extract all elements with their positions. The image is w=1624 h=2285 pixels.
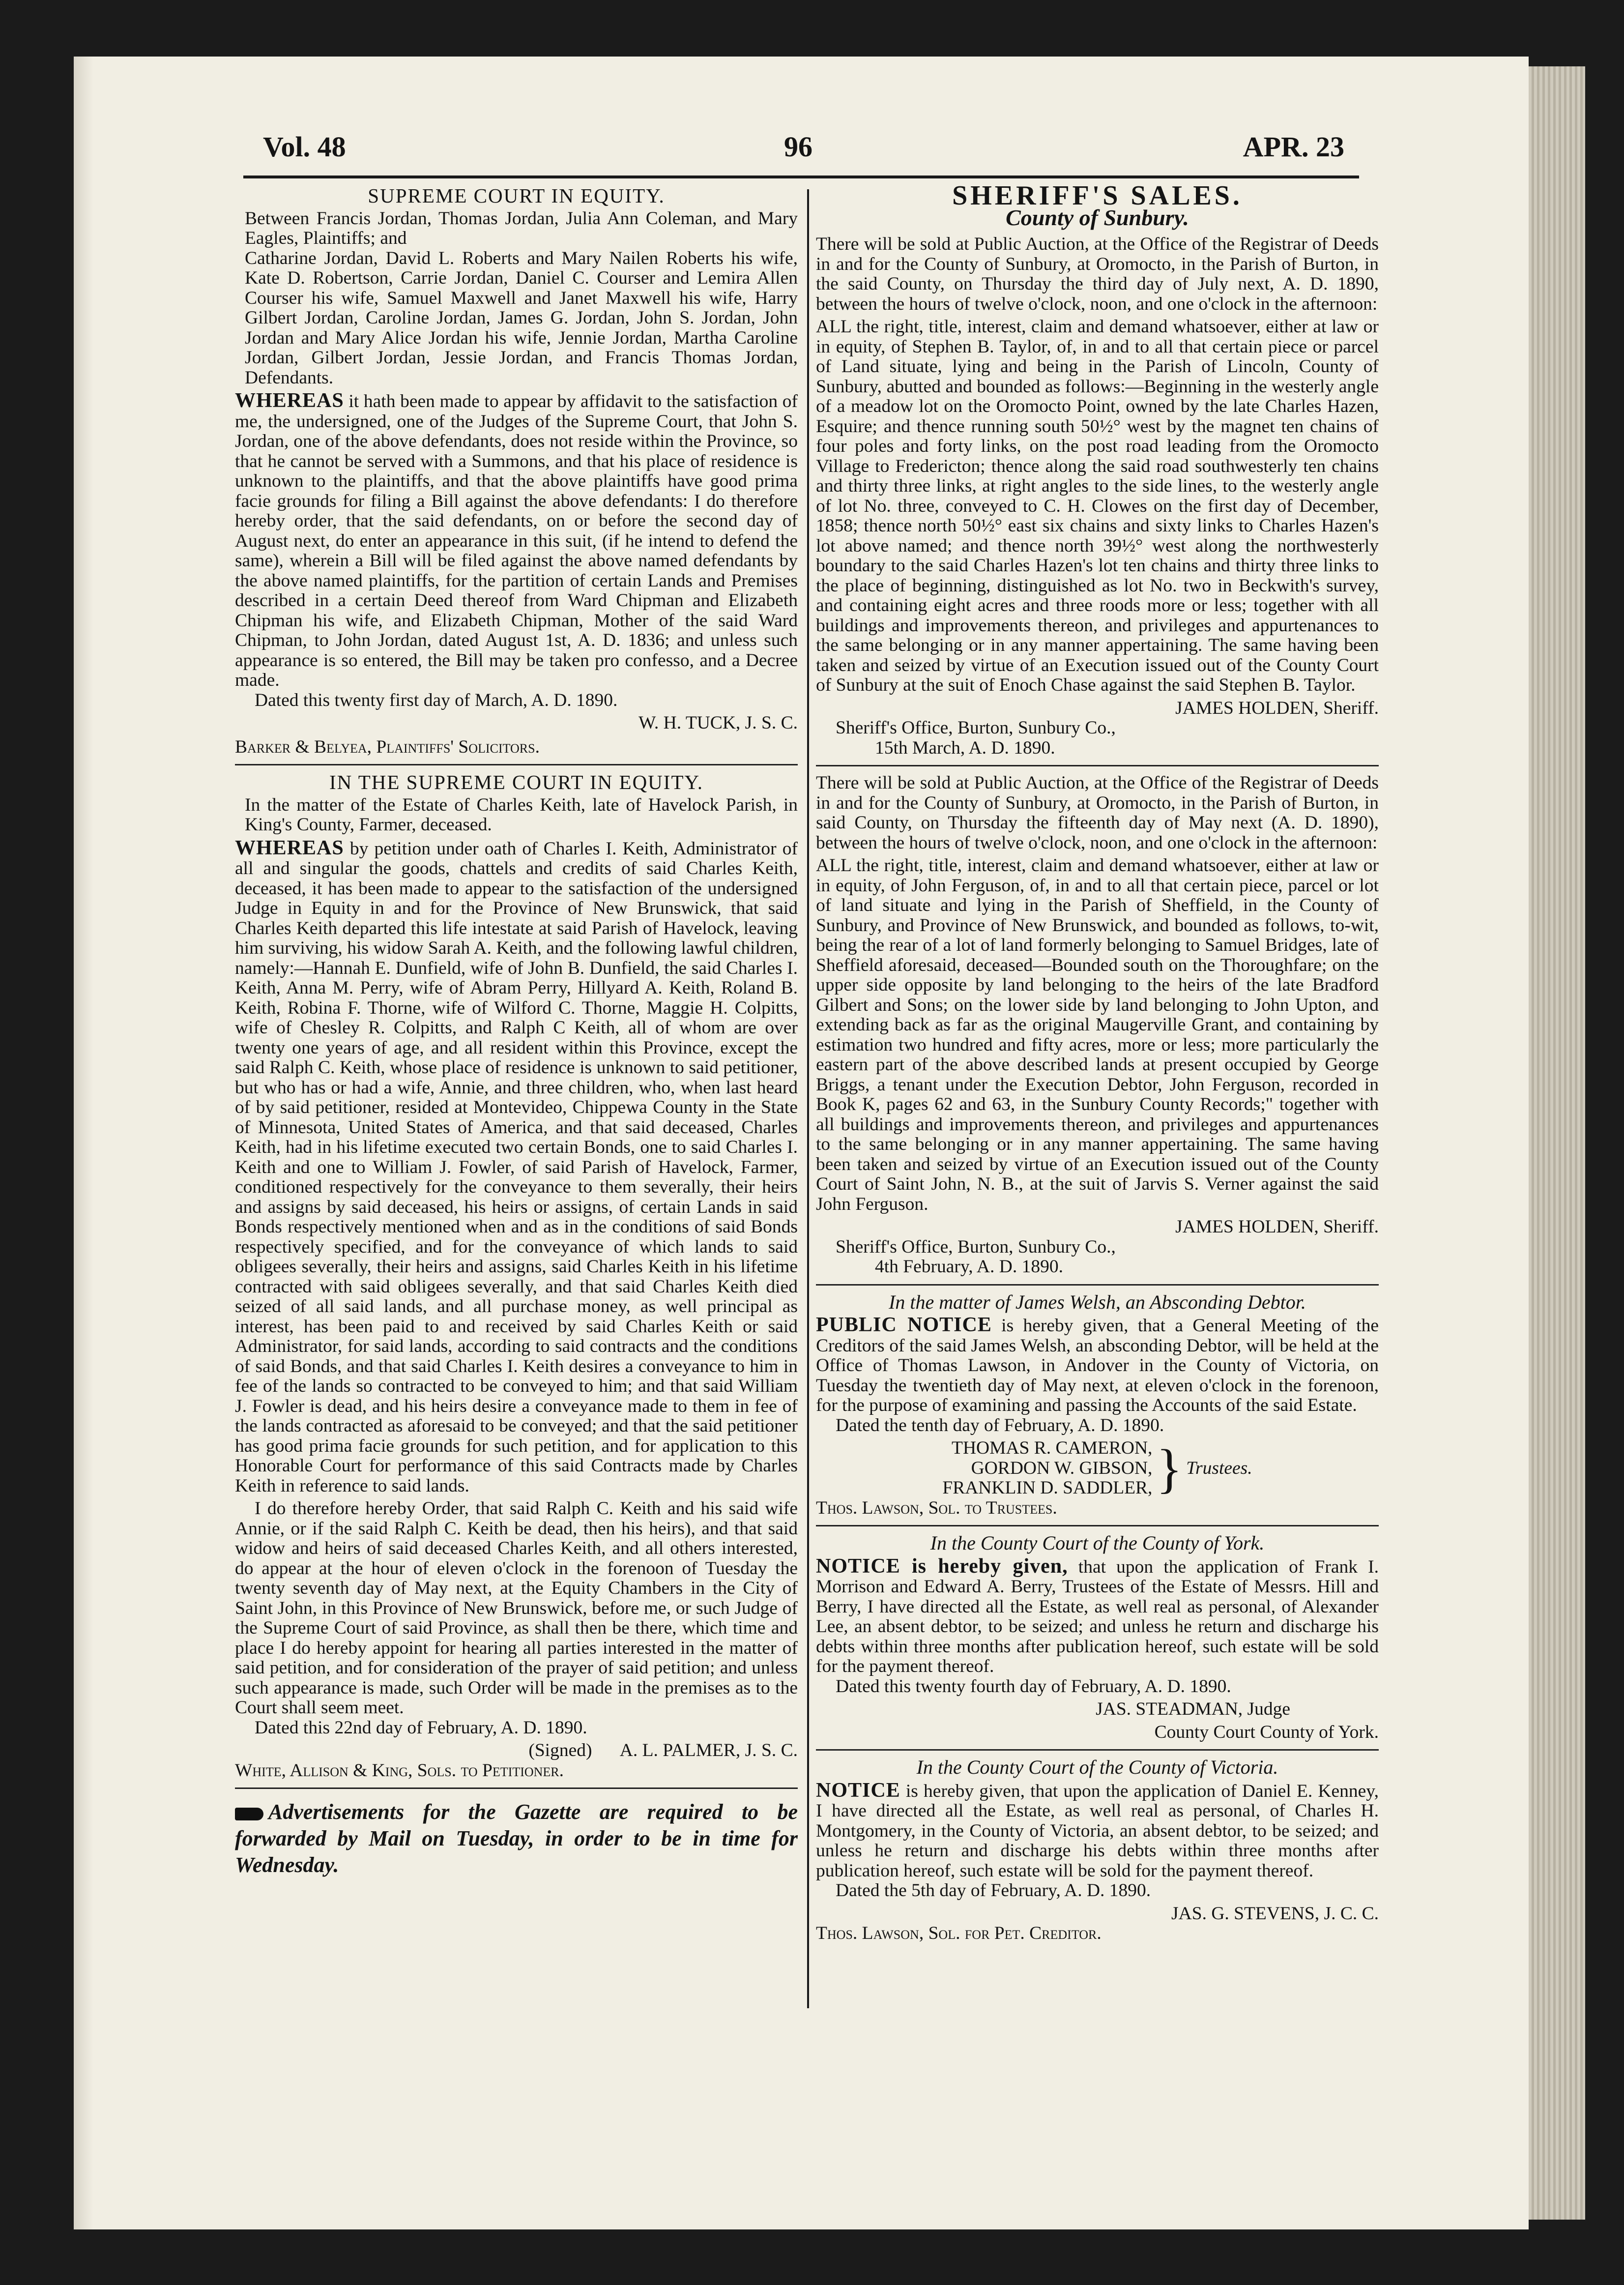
left-column — [235, 186, 798, 1878]
sheriffs-sales-title: SHERIFF'S SALES. — [952, 180, 1243, 211]
victoria-notice — [816, 1758, 1379, 1944]
judge-title: County Court County of York. — [1154, 1722, 1379, 1742]
order-paragraph — [235, 391, 798, 691]
sale-body: ALL the right, title, interest, claim and demand whatsoever, either at law or in equity, of Stephen B. Taylor, of, in and to all that certain piece or parcel of Land situate, lying and being in the Parish of Lincoln, County of Sunbury, abutted and bounded as follows:—Beginning in the westerly angle of a meadow lot on the Oromocto Point, owned by the late Charles Hazen, Esquire; and thence running south 50½° west by the magnet ten chains of four poles and forty links, on the post road leading from the Oromocto Village to Fredericton; thence along the said road southwesterly ten chains and thirty three links, at right angles to the side lines, to the westerly angle of lot No. three, conveyed to C. H. Clowes on the first day of December, 1858; thence north 50½° east six chains and sixty links to Charles Hazen's lot above named; and thence north 39½° west along the northwesterly boundary to the said Charles Hazen's lot ten chains and thirty three links to the place of beginning, distinguished as lot No. two in Beckwith's survey, and containing eight acres and three roods more or less; together with all buildings and improvements thereon, and privileges and appurtenances to the same belonging or in any manner appertaining. The same having been taken and seized by virtue of an Execution issued out of the County Court of Sunbury at the suit of Enoch Chase against the said Stephen B. Taylor. — [816, 317, 1379, 695]
signed-label: (Signed) — [528, 1740, 592, 1760]
page-number: 96 — [784, 131, 812, 163]
dated-line: Dated the tenth day of February, A. D. 1890. — [836, 1415, 1164, 1435]
advertisement-text: Advertisements for the Gazette are required to be forwarded by Mail on Tuesday, in order to be in time for Wednesday. — [235, 1800, 798, 1877]
trustees-label: Trustees. — [1186, 1458, 1252, 1478]
judge-signature: A. L. PALMER, J. S. C. — [619, 1740, 798, 1760]
solicitor-line: Thos. Lawson, Sol. for Pet. Creditor. — [816, 1923, 1102, 1943]
sheriff-signature: JAMES HOLDEN, Sheriff. — [1175, 1217, 1379, 1237]
court-heading: In the County Court of the County of Victoria. — [916, 1756, 1278, 1778]
sale-intro: There will be sold at Public Auction, at the Office of the Registrar of Deeds in and for the County of Sunbury, at Oromocto, in the Parish of Burton, in the said County, on Thursday the third day of July next, A. D. 1890, between the hours of twelve o'clock, noon, and one o'clock in the afternoon: — [816, 234, 1379, 314]
petition-text: by petition under oath of Charles I. Keith, Administrator of all and singular the goods, chattels and credits of said Charles Keith, deceased, it has been made to appear to the satisfaction of the undersigned Judge in Equity in and for the Province of New Brunswick, that said Charles Keith departed this life intestate at said Parish of Havelock, leaving him surviving, his widow Sarah A. Keith, and the following lawful children, namely:—Hannah E. Dunfield, wife of John B. Dunfield, the said Charles I. Keith, Anna M. Perry, wife of Abram Perry, Hillyard A. Keith, Roland B. Keith, Robina F. Thorne, wife of Wilford C. Thorne, Maggie H. Colpitts, wife of Chesley R. Colpitts, and Ralph C Keith, all of whom are over twenty one years of age, and all resident within this Province, except the said Ralph C. Keith, whose place of residence is unknown to said petitioner, but who has or had a wife, Annie, and three children, who, when last heard of by said petitioner, resided at Montevideo, Chippewa County in the State of Minnesota, United States of America, and that said deceased, Charles Keith, had in his lifetime executed two certain Bonds, one to said Charles I. Keith and one to William J. Fowler, of said Parish of Havelock, Farmer, conditioned respectively for the conveyance to them severally, their heirs and assigns by said deceased, his heirs or assigns, of certain Lands in said Bonds respectively mentioned when and as in the conditions of said Bonds respectively specified, and for the conveyance of which lands to said obligees severally, their heirs and assigns, said Charles Keith in his lifetime contracted with said obligees severally, and that said Charles Keith died seized of all said lands, and all purchase money, as well principal as interest, has been paid to and received by said Charles Keith or said Administrator, for said lands, according to said contracts and the conditions of said Bonds, and that said Charles I. Keith desires a conveyance to him in fee of the lands so contracted to be conveyed to him; and that said William J. Fowler is dead, and his heirs desire a conveyance made to them in fee of the lands contracted as aforesaid to be conveyed; and that the said petitioner has good prima facie grounds for such petition, and for application to this Honorable Court for performance of this said Contracts made by Charles Keith in reference to said lands. — [235, 838, 798, 1496]
solicitors-line: White, Allison & King, Sols. to Petitioner. — [235, 1760, 564, 1781]
lead-word: PUBLIC NOTICE — [816, 1314, 992, 1336]
section-rule — [235, 764, 798, 765]
trustee-name: THOMAS R. CAMERON, — [952, 1438, 1153, 1458]
sheriff-signature: JAMES HOLDEN, Sheriff. — [1175, 698, 1379, 718]
sale-date: 15th March, A. D. 1890. — [875, 737, 1055, 758]
court-heading: In the County Court of the County of York. — [930, 1532, 1265, 1554]
notice-paragraph — [816, 1556, 1379, 1677]
dated-line: Dated this twenty fourth day of February, A. D. 1890. — [836, 1676, 1231, 1697]
section-rule — [816, 765, 1379, 766]
lead-word: NOTICE is hereby given, — [816, 1554, 1068, 1578]
solicitor-line: Thos. Lawson, Sol. to Trustees. — [816, 1497, 1057, 1518]
trustees-block — [816, 1438, 1379, 1498]
trustee-name: FRANKLIN D. SADDLER, — [942, 1478, 1153, 1498]
lead-word: WHEREAS — [235, 836, 344, 859]
equity-title: IN THE SUPREME COURT IN EQUITY. — [329, 771, 704, 793]
matter-heading: In the matter of James Welsh, an Absconding Debtor. — [889, 1290, 1306, 1313]
header-rule — [243, 176, 1359, 178]
sheriff-sale-ferguson — [816, 773, 1379, 1277]
notice-text: is hereby given, that a General Meeting of the Creditors of the said James Welsh, an absconding Debtor, will be held at the Office of Thomas Lawson, in Andover in the County of Victoria, on Tuesday the twentieth day of May next, at eleven o'clock in the forenoon, for the purpose of examining and passing the Accounts of the said Estate. — [816, 1316, 1379, 1415]
notice-paragraph — [816, 1781, 1379, 1881]
trustee-name: GORDON W. GIBSON, — [971, 1458, 1153, 1478]
judge-signature: JAS. G. STEVENS, J. C. C. — [1171, 1903, 1379, 1924]
equity-notice-jordan — [235, 186, 798, 757]
lead-word: NOTICE — [816, 1779, 900, 1802]
notice-text: is hereby given, that upon the application of Daniel E. Kenney, I have directed all the Estate, as well real as personal, of Charles H. Montgomery, in the County of Victoria, an absent debtor, to be seized; and unless he return and discharge his debts within three months after publication hereof, such estate will be sold for the payment thereof. — [816, 1781, 1379, 1881]
sale-intro: There will be sold at Public Auction, at the Office of the Registrar of Deeds in and for the County of Sunbury, at Oromocto, in the Parish of Burton, in said County, on Thursday the fifteenth day of May next (A. D. 1890), between the hours of twelve o'clock, noon, and one o'clock in the afternoon: — [816, 773, 1379, 853]
matter-line: In the matter of the Estate of Charles Keith, late of Havelock Parish, in King's County, Farmer, deceased. — [245, 794, 798, 835]
page-spine-shadow — [74, 57, 93, 2229]
dated-line: Dated the 5th day of February, A. D. 1890. — [836, 1880, 1151, 1901]
sale-body: ALL the right, title, interest, claim and demand whatsoever, either at law or in equity, of John Ferguson, of, in and to all that certain piece, parcel or lot of land situate and lying in the Parish of Sheffield, in the County of Sunbury, and Province of New Brunswick, and bounded as follows, to-wit, being the rear of a lot of land formerly belonging to Samuel Bridges, late of Sheffield aforesaid, deceased—Bounded south on the Thoroughfare; on the upper side opposite by land belonging to the heirs of the late Bradford Gilbert and Sons; on the lower side by land belonging to John Upton, and extending back as far as the original Maugerville Grant, and containing by estimation two hundred and fifty acres, more or less; more particularly the eastern part of the above described lands at present occupied by George Briggs, a tenant under the Execution Debtor, John Ferguson, recorded in Book K, pages 62 and 63, in the Sunbury County Records;" together with all buildings and improvements thereon, and privileges and appurtenances to the same belonging or in any manner appertaining. The same having been taken and seized by virtue of an Execution issued out of the County Court of Saint John, N. B., at the suit of Jarvis S. Verner against the said John Ferguson. — [816, 855, 1379, 1214]
petition-paragraph — [235, 838, 798, 1496]
notice-paragraph — [816, 1315, 1379, 1416]
volume-label: Vol. 48 — [263, 131, 346, 163]
york-notice — [816, 1533, 1379, 1742]
judge-signature-line — [235, 1741, 798, 1761]
sale-date: 4th February, A. D. 1890. — [875, 1257, 1063, 1277]
order-text: it hath been made to appear by affidavit to the satisfaction of me, the undersigned, one of the Judges of the Supreme Court, that John S. Jordan, one of the above defendants, does not reside within the Province, so that he cannot be served with a Summons, and that his place of residence is unknown to the plaintiffs, and that the above plaintiffs have good prima facie grounds for filing a Bill against the above defendants: I do therefore hereby order, that the said defendants, on or before the second day of August next, do enter an appearance in this suit, (if he intend to defend the same), wherein a Bill will be filed against the above named defendants by the above named plaintiffs, for the partition of certain Lands and Premises described in a certain Deed thereof from Ward Chipman and Elizabeth Chipman his wife, and Elizabeth Chipman, Mother of the said Ward Chipman, to John Jordan, dated August 1st, A. D. 1836; and unless such appearance is so entered, the Bill may be taken pro confesso, and a Decree made. — [235, 391, 798, 690]
notice-text: that upon the application of Frank I. Morrison and Edward A. Berry, Trustees of the Estate of Messrs. Hill and Berry, I have directed all the Estate, as well real as personal, of Alexander Lee, an absent debtor, to be seized; and unless he return and discharge his debts within three months after publication hereof, such estate will be sold for the payment thereof. — [816, 1556, 1379, 1676]
issue-date: APR. 23 — [1243, 131, 1344, 163]
county-heading: County of Sunbury. — [1006, 205, 1189, 230]
plaintiffs: Between Francis Jordan, Thomas Jordan, Julia Ann Coleman, and Mary Eagles, Plaintiffs; and — [245, 208, 798, 248]
right-column — [816, 180, 1379, 1944]
sheriff-office: Sheriff's Office, Burton, Sunbury Co., — [836, 718, 1116, 738]
order-paragraph: I do therefore hereby Order, that said Ralph C. Keith and his said wife Annie, or if the said Ralph C. Keith be dead, then his heirs), and that said widow and heirs of said deceased Charles Keith, and all others interested, do appear at the hour of eleven o'clock in the forenoon of Tuesday the twenty seventh day of May next, at the Equity Chambers in the City of Saint John, in this Province of New Brunswick, before me, or such Judge of the Supreme Court of said Province, as shall then be there, which time and place I do hereby appoint for hearing all parties interested in the matter of said petition, and for consideration of the prayer of said petition; and unless such appearance is made, such Order will be made in the premises as to the Court shall seem meet. — [235, 1498, 798, 1718]
section-rule — [816, 1525, 1379, 1526]
judge-signature: W. H. TUCK, J. S. C. — [638, 713, 798, 733]
sheriff-office: Sheriff's Office, Burton, Sunbury Co., — [836, 1236, 1116, 1257]
dated-line: Dated this twenty first day of March, A. D. 1890. — [255, 690, 618, 710]
section-rule — [816, 1749, 1379, 1751]
sheriff-sale-taylor — [816, 234, 1379, 758]
column-divider — [807, 189, 809, 2008]
brace-glyph: } — [1156, 1438, 1183, 1498]
solicitors-line: Barker & Belyea, Plaintiffs' Solicitors. — [235, 736, 540, 757]
judge-signature: JAS. STEADMAN, Judge — [1096, 1699, 1290, 1719]
defendants: Catharine Jordan, David L. Roberts and Mary Nailen Roberts his wife, Kate D. Robertson, Carrie Jordan, Daniel C. Courser and Lemira Allen Courser his wife, Samuel Maxwell and Janet Maxwell his wife, Harry Gilbert Jordan, Caroline Jordan, James G. Jordan, John S. Jordan, John Jordan and Mary Alice Jordan his wife, Jennie Jordan, Martha Caroline Jordan, Gilbert Jordan, Jessie Jordan, and Francis Thomas Jordan, Defendants. — [245, 248, 798, 388]
equity-title: SUPREME COURT IN EQUITY. — [368, 184, 665, 207]
section-rule — [816, 1284, 1379, 1286]
lead-word: WHEREAS — [235, 389, 344, 412]
pointing-hand-icon — [235, 1808, 263, 1820]
page-edge — [1529, 66, 1585, 2220]
welsh-notice — [816, 1292, 1379, 1519]
section-rule — [235, 1787, 798, 1789]
equity-notice-keith — [235, 772, 798, 1781]
trustee-names — [942, 1438, 1152, 1498]
advertisement-notice — [235, 1799, 798, 1878]
dated-line: Dated this 22nd day of February, A. D. 1890. — [255, 1717, 587, 1738]
page-header — [263, 130, 1344, 175]
